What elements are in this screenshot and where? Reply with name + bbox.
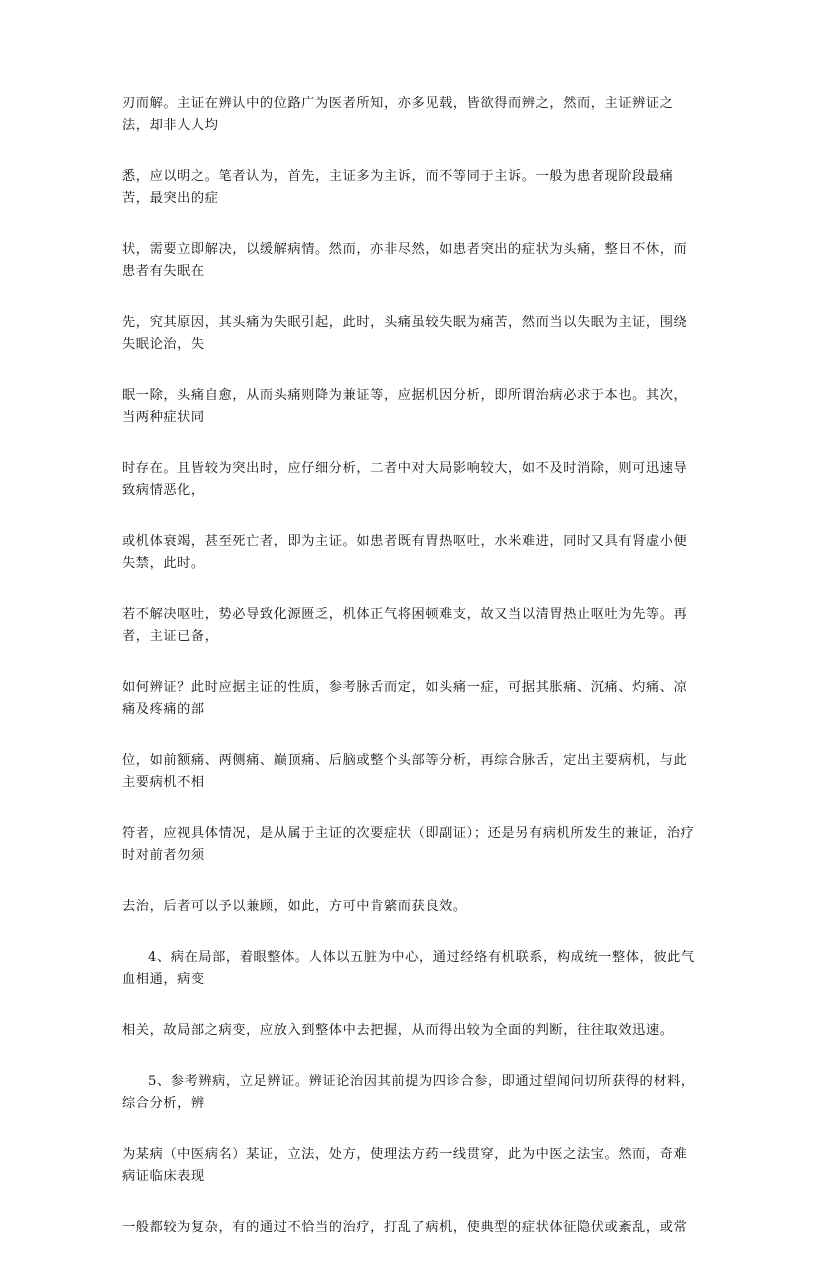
paragraph: 一般都较为复杂，有的通过不恰当的治疗，打乱了病机，使典型的症状体征隐伏或紊乱，或常 <box>122 1220 688 1235</box>
document-page <box>122 93 696 1268</box>
paragraph: 若不解决呕吐，势必导致化源匮乏，机体正气将困顿难支，故又当以清胃热止呕吐为先等。再者，主证已备， <box>122 607 688 644</box>
paragraph: 刃而解。主证在辨认中的位路广为医者所知，亦多见载，皆欲得而辨之，然而，主证辨证之法，却非人人均 <box>122 96 674 133</box>
paragraph: 先，究其原因，其头痛为失眠引起，此时，头痛虽较失眠为痛苦，然而当以失眠为主证，围绕失眠论治，失 <box>122 315 688 352</box>
paragraph: 眠一除，头痛自愈，从而头痛则降为兼证等，应据机因分析，即所谓治病必求于本也。其次，当两种症状同 <box>122 388 688 425</box>
paragraph: 相关，故局部之病变，应放入到整体中去把握，从而得出较为全面的判断，往往取效迅速。 <box>122 1023 674 1038</box>
paragraph: 或机体衰竭，甚至死亡者，即为主证。如患者既有胃热呕吐，水米难进，同时又具有肾虚小便失禁，此时。 <box>122 534 688 571</box>
paragraph: 状，需要立即解决，以缓解病情。然而，亦非尽然，如患者突出的症状为头痛，整日不休，而患者有失眠在 <box>122 242 688 279</box>
paragraph: 位，如前额痛、两侧痛、巅顶痛、后脑或整个头部等分析，再综合脉舌，定出主要病机，与此主要病机不相 <box>122 753 688 790</box>
paragraph: 如何辨证？此时应据主证的性质，参考脉舌而定，如头痛一症，可据其胀痛、沉痛、灼痛、凉痛及疼痛的部 <box>122 680 688 717</box>
paragraph: 悉，应以明之。笔者认为，首先，主证多为主诉，而不等同于主诉。一般为患者现阶段最痛苦，最突出的症 <box>122 169 674 206</box>
paragraph: 去治，后者可以予以兼顾，如此，方可中肯綮而获良效。 <box>122 899 467 914</box>
paragraph: 时存在。且皆较为突出时，应仔细分析，二者中对大局影响较大，如不及时消除，则可迅速导致病情恶化， <box>122 461 688 498</box>
paragraph-numbered-5: 5、参考辨病，立足辨证。辨证论治因其前提为四诊合参，即通过望闻问切所获得的材料，综合分析，辨 <box>122 1074 695 1111</box>
paragraph: 为某病（中医病名）某证，立法，处方，使理法方药一线贯穿，此为中医之法宝。然而，奇难病证临床表现 <box>122 1147 688 1184</box>
paragraph: 符者，应视具体情况，是从属于主证的次要症状（即副证）；还是另有病机所发生的兼证，治疗时对前者勿须 <box>122 826 695 863</box>
paragraph-numbered-4: 4、病在局部，着眼整体。人体以五脏为中心，通过经络有机联系，构成统一整体，彼此气血相通，病变 <box>122 950 695 987</box>
